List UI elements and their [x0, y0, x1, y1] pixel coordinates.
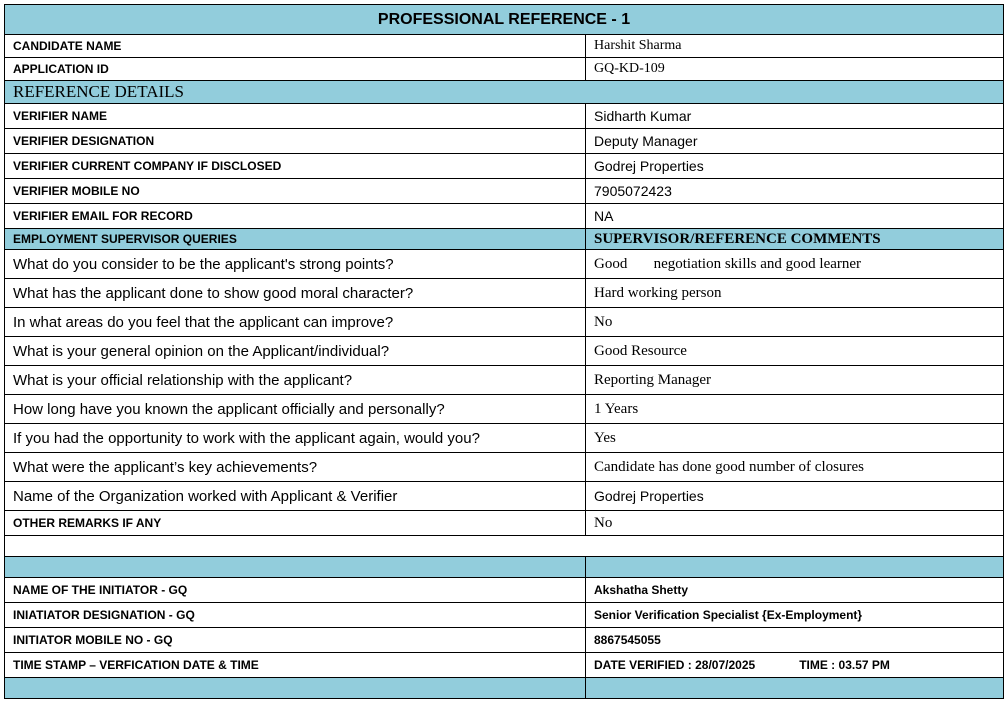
query-question: What is your general opinion on the Applicant/individual?	[5, 337, 586, 366]
candidate-name-value: Harshit Sharma	[586, 35, 1004, 58]
verifier-designation-label: VERIFIER DESIGNATION	[5, 129, 586, 154]
empty-row	[5, 536, 1004, 557]
query-answer: Hard working person	[586, 279, 1004, 308]
other-remarks-label: OTHER REMARKS IF ANY	[5, 511, 586, 536]
query-question: What has the applicant done to show good moral character?	[5, 279, 586, 308]
initiator-designation-label: INIATIATOR DESIGNATION - GQ	[5, 603, 586, 628]
verified-time: TIME : 03.57 PM	[799, 658, 890, 672]
organization-row	[5, 482, 1004, 511]
verifier-name-value: Sidharth Kumar	[586, 104, 1004, 129]
query-row	[5, 250, 1004, 279]
initiator-row	[5, 628, 1004, 653]
verifier-row	[5, 204, 1004, 229]
form-title: PROFESSIONAL REFERENCE - 1	[5, 5, 1004, 35]
query-answer: Good Resource	[586, 337, 1004, 366]
queries-header-left: EMPLOYMENT SUPERVISOR QUERIES	[5, 229, 586, 250]
application-id-value: GQ-KD-109	[586, 58, 1004, 81]
initiator-row	[5, 603, 1004, 628]
query-answer: 1 Years	[586, 395, 1004, 424]
timestamp-label: TIME STAMP – VERFICATION DATE & TIME	[5, 653, 586, 678]
blue-spacer-cell	[586, 557, 1004, 578]
verifier-mobile-value: 7905072423	[586, 179, 1004, 204]
query-question: What were the applicant’s key achievements?	[5, 453, 586, 482]
candidate-name-label: CANDIDATE NAME	[5, 35, 586, 58]
query-question: What do you consider to be the applicant's strong points?	[5, 250, 586, 279]
blue-footer-cell	[586, 678, 1004, 699]
blue-footer-row	[5, 678, 1004, 699]
verifier-row	[5, 154, 1004, 179]
other-remarks-row	[5, 511, 1004, 536]
initiator-name-value: Akshatha Shetty	[586, 578, 1004, 603]
initiator-mobile-label: INITIATOR MOBILE NO - GQ	[5, 628, 586, 653]
verifier-company-label: VERIFIER CURRENT COMPANY IF DISCLOSED	[5, 154, 586, 179]
verifier-name-label: VERIFIER NAME	[5, 104, 586, 129]
verifier-row	[5, 104, 1004, 129]
query-row	[5, 395, 1004, 424]
query-answer: Reporting Manager	[586, 366, 1004, 395]
empty-cell	[5, 536, 1004, 557]
timestamp-row	[5, 653, 1004, 678]
verifier-row	[5, 129, 1004, 154]
query-row	[5, 337, 1004, 366]
timestamp-value	[586, 653, 1004, 678]
query-row	[5, 453, 1004, 482]
query-answer: No	[586, 308, 1004, 337]
query-answer: Candidate has done good number of closures	[586, 453, 1004, 482]
verifier-email-label: VERIFIER EMAIL FOR RECORD	[5, 204, 586, 229]
verifier-email-value: NA	[586, 204, 1004, 229]
queries-header-right: SUPERVISOR/REFERENCE COMMENTS	[586, 229, 1004, 250]
query-question: How long have you known the applicant officially and personally?	[5, 395, 586, 424]
verified-date: DATE VERIFIED : 28/07/2025	[594, 658, 756, 672]
query-row	[5, 308, 1004, 337]
candidate-name-row	[5, 35, 1004, 58]
query-row	[5, 279, 1004, 308]
query-row	[5, 424, 1004, 453]
application-id-label: APPLICATION ID	[5, 58, 586, 81]
query-question: If you had the opportunity to work with the applicant again, would you?	[5, 424, 586, 453]
blue-spacer-row	[5, 557, 1004, 578]
query-question: What is your official relationship with the applicant?	[5, 366, 586, 395]
verifier-company-value: Godrej Properties	[586, 154, 1004, 179]
verifier-row	[5, 179, 1004, 204]
initiator-name-label: NAME OF THE INITIATOR - GQ	[5, 578, 586, 603]
query-answer: Good negotiation skills and good learner	[586, 250, 1004, 279]
query-answer: Yes	[586, 424, 1004, 453]
organization-answer: Godrej Properties	[586, 482, 1004, 511]
organization-question: Name of the Organization worked with Applicant & Verifier	[5, 482, 586, 511]
initiator-designation-value: Senior Verification Specialist {Ex-Employment}	[586, 603, 1004, 628]
queries-header-row	[5, 229, 1004, 250]
professional-reference-form	[4, 4, 1004, 699]
blue-footer-cell	[5, 678, 586, 699]
reference-details-row	[5, 81, 1004, 104]
verifier-mobile-label: VERIFIER MOBILE NO	[5, 179, 586, 204]
reference-details-heading: REFERENCE DETAILS	[5, 81, 1004, 104]
application-id-row	[5, 58, 1004, 81]
initiator-mobile-value: 8867545055	[586, 628, 1004, 653]
verifier-designation-value: Deputy Manager	[586, 129, 1004, 154]
query-question: In what areas do you feel that the applicant can improve?	[5, 308, 586, 337]
blue-spacer-cell	[5, 557, 586, 578]
initiator-row	[5, 578, 1004, 603]
query-row	[5, 366, 1004, 395]
title-row	[5, 5, 1004, 35]
other-remarks-value: No	[586, 511, 1004, 536]
